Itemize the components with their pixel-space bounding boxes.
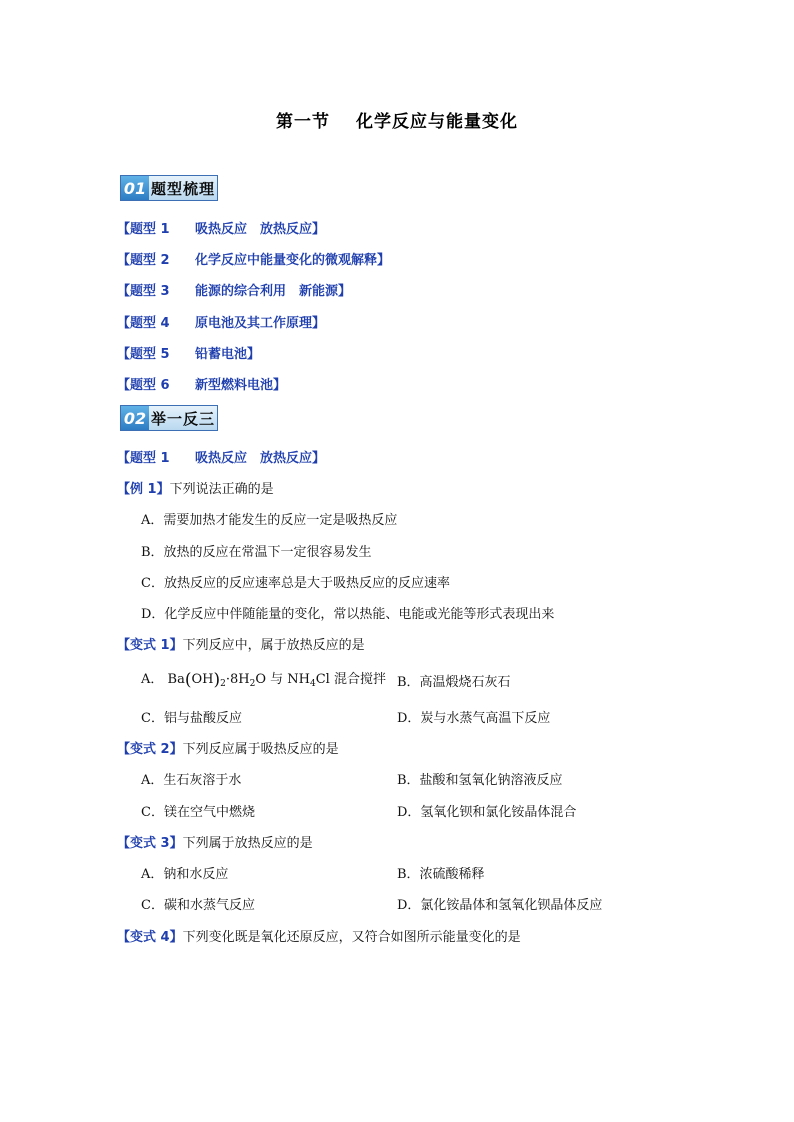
variant-1-option-c: C．铝与盐酸反应 — [141, 711, 242, 726]
variant-3-option-b: B．浓硫酸稀释 — [397, 867, 485, 882]
banner-number: 01 — [121, 176, 149, 200]
type-item-6: 【题型 6 新型燃料电池】 — [117, 378, 287, 393]
example-1-option-a: A．需要加热才能发生的反应一定是吸热反应 — [141, 513, 398, 528]
type-item-1: 【题型 1 吸热反应 放热反应】 — [117, 222, 326, 237]
type-item-4: 【题型 4 原电池及其工作原理】 — [117, 316, 326, 331]
section-heading: 【题型 1 吸热反应 放热反应】 — [117, 451, 326, 466]
variant-2-option-c: C．镁在空气中燃烧 — [141, 805, 255, 820]
example-1-option-c: C．放热反应的反应速率总是大于吸热反应的反应速率 — [141, 576, 450, 591]
example-1-option-d: D．化学反应中伴随能量的变化，常以热能、电能或光能等形式表现出来 — [141, 607, 555, 622]
type-item-3: 【题型 3 能源的综合利用 新能源】 — [117, 284, 352, 299]
banner-number: 02 — [121, 406, 149, 430]
variant-1-option-d: D．炭与水蒸气高温下反应 — [397, 711, 551, 726]
variant-1-stem: 【变式 1】下列反应中，属于放热反应的是 — [117, 638, 365, 653]
variant-2-stem: 【变式 2】下列反应属于吸热反应的是 — [117, 742, 339, 757]
title-section: 第一节 — [276, 112, 330, 132]
variant-3-option-d: D．氯化铵晶体和氢氧化钡晶体反应 — [397, 898, 603, 913]
variant-2-option-b: B．盐酸和氢氧化钠溶液反应 — [397, 773, 563, 788]
example-1-stem: 【例 1】下列说法正确的是 — [117, 482, 274, 497]
variant-4-stem: 【变式 4】下列变化既是氧化还原反应，又符合如图所示能量变化的是 — [117, 930, 521, 945]
example-1-option-b: B．放热的反应在常温下一定很容易发生 — [141, 545, 372, 560]
variant-2-option-a: A．生石灰溶于水 — [141, 773, 242, 788]
type-item-5: 【题型 5 铅蓄电池】 — [117, 347, 261, 362]
variant-3-stem: 【变式 3】下列属于放热反应的是 — [117, 836, 313, 851]
variant-3-option-c: C．碳和水蒸气反应 — [141, 898, 255, 913]
banner-label: 题型梳理 — [149, 176, 217, 200]
banner-label: 举一反三 — [149, 406, 217, 430]
type-item-2: 【题型 2 化学反应中能量变化的微观解释】 — [117, 253, 391, 268]
variant-2-option-d: D．氢氧化钡和氯化铵晶体混合 — [397, 805, 577, 820]
title-topic: 化学反应与能量变化 — [356, 112, 518, 132]
variant-1-option-b: B．高温煅烧石灰石 — [397, 675, 511, 690]
variant-1-option-a: A． $Ba(OH)_2\cdot 8H_2O$ 与 $NH_4Cl$ 混合搅拌 — [141, 670, 386, 690]
variant-3-option-a: A．钠和水反应 — [141, 867, 229, 882]
banner-practice — [120, 405, 218, 431]
page-title — [0, 107, 794, 132]
banner-question-types — [120, 175, 218, 201]
